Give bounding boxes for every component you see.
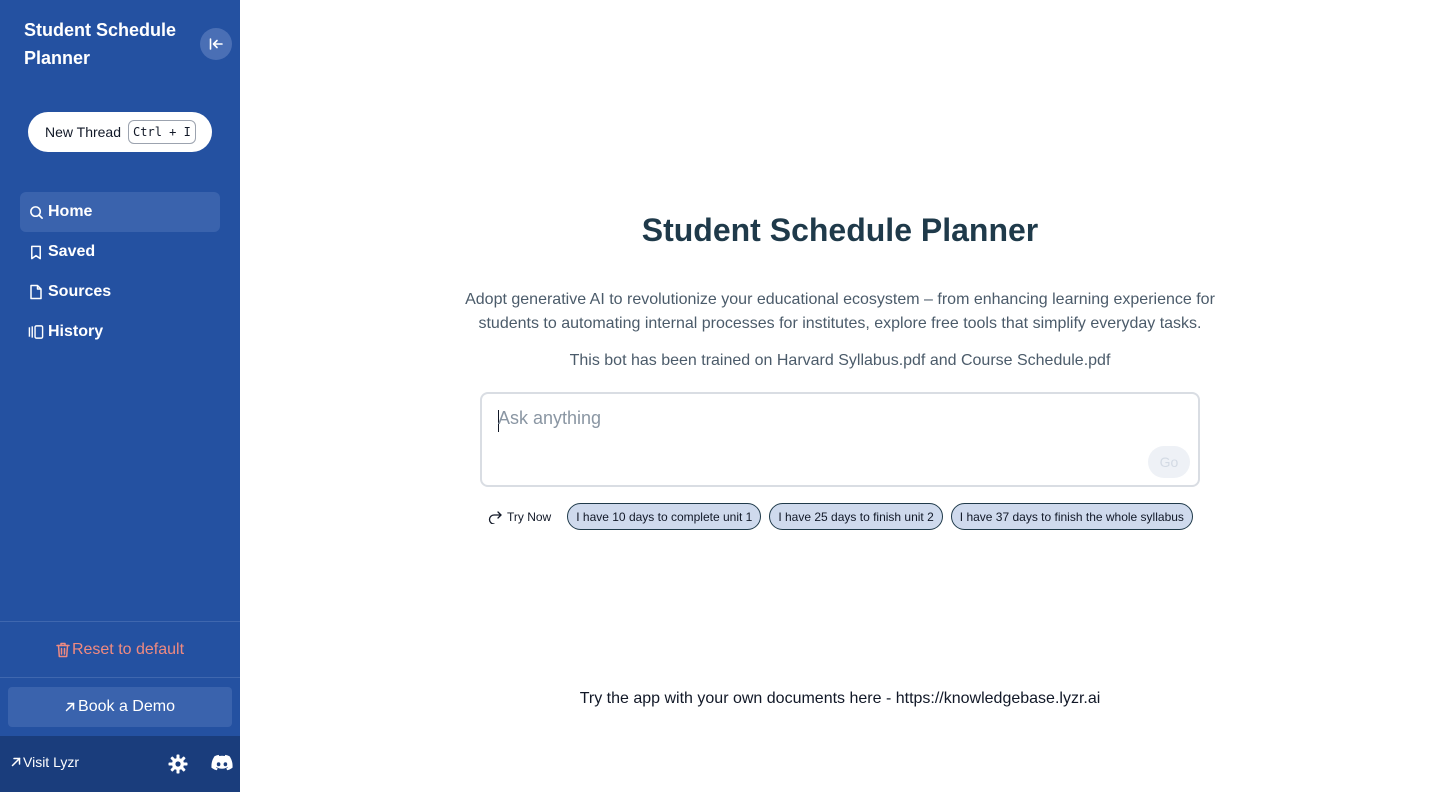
bookmark-icon — [28, 244, 44, 260]
sidebar-item-home[interactable] — [20, 192, 220, 232]
shortcut-badge: Ctrl + I — [128, 120, 196, 144]
sidebar-item-label: Sources — [48, 283, 112, 300]
sidebar-item-label: Home — [48, 203, 93, 220]
discord-button[interactable] — [211, 754, 233, 774]
sidebar-title: Student Schedule Planner — [24, 20, 177, 68]
search-icon — [28, 204, 44, 220]
sidebar-divider — [0, 677, 240, 678]
arrow-up-right-icon — [65, 702, 75, 712]
ask-box — [480, 392, 1200, 487]
book-demo-label: Book a Demo — [78, 698, 175, 715]
book-demo-button[interactable] — [8, 687, 232, 727]
trained-on-text: This bot has been trained on Harvard Syllabus.pdf and Course Schedule.pdf — [569, 352, 1111, 369]
try-now-label — [488, 510, 551, 524]
sidebar-nav — [20, 192, 220, 352]
arrow-up-right-icon — [11, 757, 21, 767]
settings-button[interactable] — [168, 754, 188, 774]
main-content — [240, 0, 1440, 792]
trash-icon — [56, 642, 70, 658]
suggestion-chip[interactable]: I have 10 days to complete unit 1 — [567, 503, 761, 530]
visit-lyzr-label: Visit Lyzr — [23, 754, 80, 770]
history-icon — [28, 324, 44, 340]
redo-arrow-icon — [488, 510, 503, 524]
reset-label: Reset to default — [71, 641, 185, 658]
sidebar-item-sources[interactable] — [20, 272, 220, 312]
new-thread-label: New Thread — [45, 124, 122, 140]
collapse-sidebar-button[interactable] — [200, 28, 232, 60]
reset-to-default-button[interactable] — [0, 638, 240, 662]
try-now-text: Try Now — [507, 509, 552, 524]
footer-note: Try the app with your own documents here - https://knowledgebase.lyzr.ai — [579, 690, 1101, 707]
sidebar-item-label: Saved — [48, 243, 96, 260]
page-title: Student Schedule Planner — [641, 212, 1039, 248]
gear-icon — [168, 754, 188, 774]
suggestion-chip[interactable]: I have 37 days to finish the whole syllabus — [951, 503, 1193, 530]
description: Adopt generative AI to revolutionize your educational ecosystem – from enhancing learning experience for students to automating internal processes for institutes, explore free tools that simplify everyday tasks. — [465, 291, 1215, 332]
sidebar-item-label: History — [48, 323, 104, 340]
sidebar-item-history[interactable] — [20, 312, 220, 352]
sidebar-footer — [0, 736, 240, 792]
discord-icon — [211, 754, 233, 772]
sidebar-item-saved[interactable] — [20, 232, 220, 272]
collapse-left-icon — [208, 36, 224, 52]
ask-input[interactable] — [498, 408, 1138, 429]
visit-lyzr-link[interactable] — [11, 754, 79, 770]
sidebar-divider — [0, 621, 240, 622]
suggestion-chip[interactable]: I have 25 days to finish unit 2 — [769, 503, 942, 530]
file-icon — [28, 284, 44, 300]
suggestions-row — [488, 503, 1201, 530]
go-button[interactable]: Go — [1148, 446, 1190, 478]
sidebar — [0, 0, 240, 792]
new-thread-button[interactable] — [28, 112, 212, 152]
